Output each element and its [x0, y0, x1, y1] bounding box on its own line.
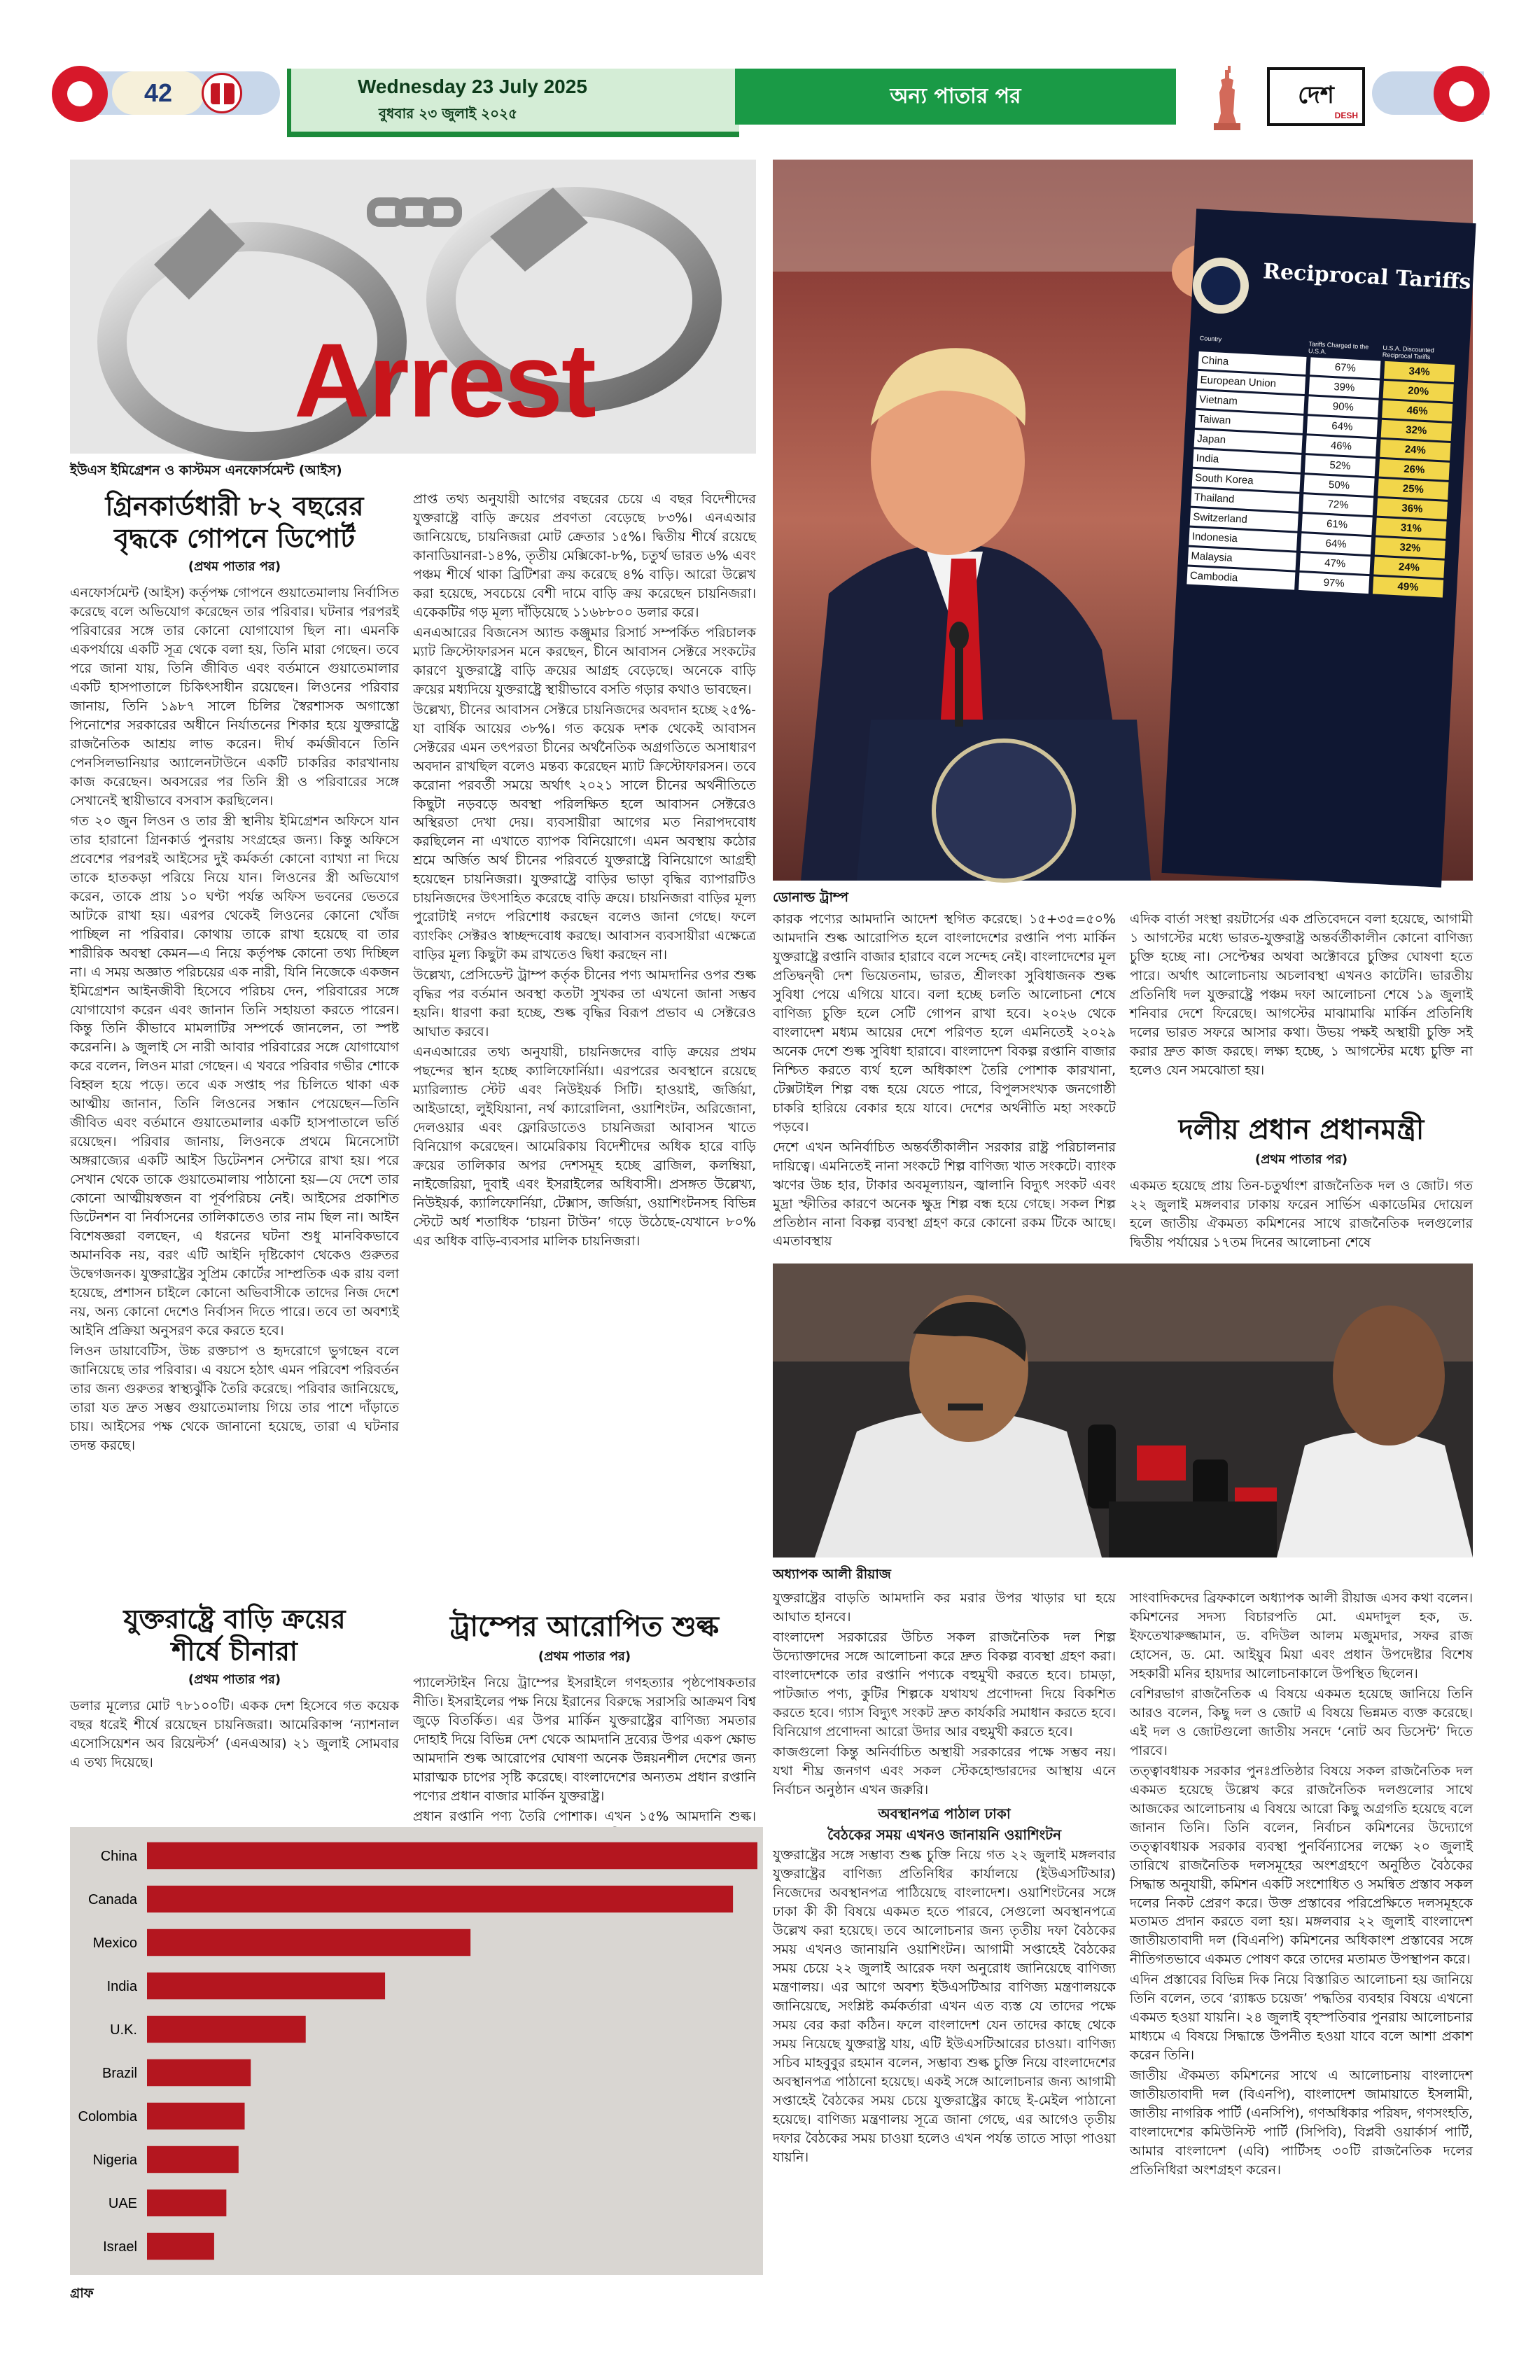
category-label: UAE	[108, 2196, 137, 2211]
tariff-paragraph: দেশে এখন অনির্বাচিত অন্তর্বর্তীকালীন সরকার রাষ্ট্র পরিচালনার দায়িত্বে। এমনিতেই নানা সংকটে শিল্প বাণিজ্য খাত সংকটে। ব্যাংক ঋণের উচ্চ হার, টাকার অবমূল্যায়ন, জ্বালানি বিদ্যুৎ সংকট এবং মুদ্রা স্ফীতির কারণে অনেক ক্ষুদ্র শিল্প বন্ধ হয়ে গেছে। সকল শিল্প প্রতিষ্ঠান নানা বিকল্প ব্যবস্থা গ্রহণ করে কোনো রকম টিকে আছে। এমতাবস্থায়	[773, 1139, 1116, 1250]
pm-headline: দলীয় প্রধান প্রধানমন্ত্রী	[1178, 1113, 1424, 1146]
tariff-reciprocal: 20%	[1383, 381, 1454, 402]
page-number-badge	[112, 71, 204, 115]
tariff-reciprocal: 49%	[1373, 576, 1443, 597]
chinese-intro	[70, 1697, 399, 1772]
date-bangla: বুধবার ২৩ জুলাই ২০২৫	[379, 105, 518, 122]
trump-caption: ডোনাল্ড ট্রাম্প	[773, 890, 849, 905]
pm-paragraph: জাতীয় ঐকমত্য কমিশনের সাথে এ আলোচনায় বাংলাদেশ জাতীয়তাবাদী দল (বিএনপি), বাংলাদেশ জামায়াতে ইসলামী, জাতীয় নাগরিক পার্টি (এনসিপি), গণঅধিকার পরিষদ, গণসংহতি, বাংলাদেশের কমিউনিস্ট পার্টি (সিপিবি), বিপ্লবী ওয়ার্কার্স পার্টি, আমার বাংলাদেশ (এবি) পার্টিসহ ৩০টি রাজনৈতিক দলের প্রতিনিধিরা অংশগ্রহণ করেন।	[1130, 2068, 1473, 2178]
trump-photo	[773, 160, 1473, 881]
pm-paragraph: এদিন প্রস্তাবের বিভিন্ন দিক নিয়ে বিস্তারিত আলোচনা হয় জানিয়ে তিনি বলেন, তবে ‘র‍্যাঙ্কড চয়েজ’ পদ্ধতির ব্যবহার বিষয়ে এখনো একমত হওয়া যায়নি। ২৪ জুলাই বৃহস্পতিবার পুনরায় আলোচনার মাধ্যমে এ বিষয়ে সিদ্ধান্তে উপনীত হওয়া যাবে বলে আশা প্রকাশ করেন তিনি।	[1130, 1972, 1473, 2064]
arrest-photo	[70, 160, 756, 454]
masthead	[0, 0, 1540, 130]
category-label: Israel	[103, 2239, 137, 2255]
tariff-reciprocal: 46%	[1382, 400, 1452, 421]
date-block	[287, 69, 739, 137]
tariff-charged: 39%	[1309, 377, 1380, 398]
chinese-paragraph: এনএআরের তথ্য অনুযায়ী, চায়নিজদের বাড়ি ক্রয়ের প্রথম পছন্দের স্থান হচ্ছে ক্যালিফোর্নিয়া। এরপরের অবস্থানে রয়েছে ম্যারিল্যান্ড স্টেট এবং নিউইয়র্ক সিটি। হাওয়াই, জর্জিয়া, আইডাহো, লুইযিয়ানা, নর্থ ক্যারোলিনা, ওয়াশিংটন, অরিজোনা, দেলওয়ার এবং ফ্লোরিডাতেও চায়নিজরা আবাসন খাতে বিনিয়োগ করেছেন। আমেরিকায় বিদেশীদের অধিক হারে বাড়ি ক্রয়ের তালিকার অপর দেশসমূহ হচ্ছে ব্রাজিল, কলম্বিয়া, নাইজেরিয়া, দুবাই এবং ইসরাইলের অধিবাসী। প্রসঙ্গত উল্লেখ্য, নিউইয়র্ক, ক্যালিফোর্নিয়া, টেক্সাস, জর্জিয়া, ওয়াশিংটনসহ বিভিন্ন স্টেটে অর্ধ শতাধিক ‘চায়না টাউন’ গড়ে উঠেছে-যেখানে ৮০% এর অধিক বাড়ি-ব্যবসার মালিক চায়নিজরা।	[413, 1044, 756, 1249]
tariff-country: China	[1198, 351, 1306, 374]
bar-uae	[147, 2190, 226, 2216]
tariff-reciprocal: 25%	[1378, 479, 1448, 500]
chinese-paragraph: প্রাপ্ত তথ্য অনুযায়ী আগের বছরের চেয়ে এ বছর বিদেশীদের যুক্তরাষ্ট্রে বাড়ি ক্রয়ের প্রবণতা বেড়েছে ৮৩%। এনএআর জানিয়েছে, চায়নিজরা মোট ক্রেতার ১৫%। দ্বিতীয় শীর্ষে রয়েছে কানাডিয়ানরা-১৪%, তৃতীয় মেক্সিকো-৮%, চতুর্থ ভারত ৬% এবং পঞ্চম শীর্ষে থাকা ব্রিটিশরা ক্রয় করেছে ৪% বাড়ি। আরো উল্লেখ করা হয়েছে, সবচেয়ে বেশী দামে বাড়ি ক্রয় করেছেন চায়নিজরা। একেকটির গড় মূল্য দাঁড়িয়েছে ১১৬৮৮০০ ডলার করে।	[413, 491, 756, 620]
tariff-country: Malaysia	[1188, 547, 1296, 570]
chinese-paragraph: এনএআরের বিজনেস অ্যান্ড কঞ্জুমার রিসার্চ সম্পর্কিত পরিচালক ম্যাট ক্রিস্টোফারসন মনে করছেন, চীনে আবাসন সেক্টরে সংকটের কারণে যুক্তরাষ্ট্রে বাড়ি ক্রয়ের আগ্রহ বেড়েছে। অনেকে বাড়ি ক্রয়ের মধ্যদিয়ে যুক্তরাষ্ট্রে স্থায়ীভাবে বসতি গড়ার কথাও ভাবছেন।	[413, 624, 756, 697]
tariff-country: Vietnam	[1196, 391, 1305, 414]
section-band	[735, 69, 1176, 125]
bar-brazil	[147, 2059, 251, 2086]
chinese-headline-line1: যুক্তরাষ্ট্রে বাড়ি ক্রয়ের	[123, 1603, 346, 1634]
pm-paragraph: বেশিরভাগ রাজনৈতিক এ বিষয়ে একমত হয়েছে জানিয়ে তিনি আরও বলেন, কিছু দল ও জোট এ বিষয়ে ভিন্নমত ব্যক্ত করেছে। এই দল ও জোটগুলো জাতীয় সনদে ‘নোট অব ডিসেন্ট’ দিতে পারবে।	[1130, 1686, 1473, 1758]
tariff-charged: 97%	[1298, 573, 1369, 594]
tariff-charged: 90%	[1308, 396, 1378, 417]
tariff-country: Switzerland	[1190, 508, 1298, 531]
bar-mexico	[147, 1929, 470, 1956]
tariff-charged: 64%	[1301, 533, 1371, 554]
chart-caption: গ্রাফ	[70, 2286, 94, 2301]
tariff-reciprocal: 34%	[1384, 361, 1455, 382]
chinese-continued: (প্রথম পাতার পর)	[188, 1672, 281, 1688]
riaz-caption: অধ্যাপক আলী রীয়াজ	[773, 1567, 891, 1582]
masthead-target-icon-right	[1434, 66, 1490, 122]
story-chinese-head	[70, 1603, 399, 1813]
category-label: Canada	[88, 1892, 137, 1907]
greencard-continued: (প্রথম পাতার পর)	[188, 559, 281, 575]
tariff-charged: 72%	[1303, 494, 1373, 515]
category-label: U.K.	[110, 2022, 137, 2038]
tariff-charged: 67%	[1310, 357, 1380, 378]
category-label: Brazil	[102, 2066, 137, 2081]
bar-israel	[147, 2233, 214, 2260]
tariff-continued: (প্রথম পাতার পর)	[538, 1649, 631, 1664]
bar-canada	[147, 1886, 733, 1912]
tariff-paragraph: যুক্তরাষ্ট্রের বাড়তি আমদানি কর মরার উপর খাড়ার ঘা হয়ে আঘাত হানবে।	[773, 1590, 1116, 1625]
category-label: India	[106, 1979, 137, 1994]
brand-logo	[1267, 67, 1365, 126]
tariff-charged: 52%	[1305, 455, 1376, 476]
brand-name: দেশ	[1298, 80, 1334, 109]
bar-india	[147, 1973, 385, 1999]
tariff-paragraph: যুক্তরাষ্ট্রের সঙ্গে সম্ভাব্য শুল্ক চুক্তি নিয়ে গত ২২ জুলাই মঙ্গলবার যুক্তরাষ্ট্রের বাণিজ্য প্রতিনিধির কার্যালয়ে (ইউএসটিআর) নিজেদের অবস্থানপত্র পাঠিয়েছে বাংলাদেশ। ওয়াশিংটনের সঙ্গে ঢাকা কী কী বিষয়ে একমত হতে পারবে, সেগুলো অবস্থানপত্রে উল্লেখ করা হয়েছে। তবে আলোচনার জন্য তৃতীয় দফা বৈঠকের সময় এখনও জানায়নি ওয়াশিংটন। আগামী সপ্তাহেই বৈঠকের সময় চেয়ে ২২ জুলাই আরেক দফা অনুরোধ জানিয়েছে বাণিজ্য মন্ত্রণালয়। এর আগে অবশ্য ইউএসটিআর বাণিজ্য মন্ত্রণালয়কে জানিয়েছে, সংশ্লিষ্ট কর্মকর্তারা এখন এত ব্যস্ত যে তাদের পক্ষে সময় বের করা কঠিন। ফলে বাংলাদেশ যেন তাদের কাছে থেকে সময় নিয়েছে যুক্তরাষ্ট্র যায়, এটি ইউএসটিআরের চাওয়া। বাণিজ্য সচিব মাহবুবুর রহমান বলেন, সম্ভাব্য শুল্ক চুক্তি নিয়ে বাংলাদেশের অবস্থানপত্র পাঠানো হয়েছে। একই সঙ্গে আলোচনার জন্য আগামী সপ্তাহেই বৈঠকের সময় চেয়ে যুক্তরাষ্ট্রের কাছে ই-মেইল পাঠানো হয়েছে। বাণিজ্য মন্ত্রণালয় সূত্রে জানা গেছে, এর আগেও তৃতীয় দফার বৈঠকের সময় চাওয়া হলেও এখন পর্যন্ত তাতে সাড়া পাওয়া যায়নি।	[773, 1847, 1116, 2165]
riaz-photo	[773, 1264, 1473, 1558]
greencard-paragraph: এনফোর্সমেন্ট (আইস) কর্তৃপক্ষ গোপনে গুয়াতেমালায় নির্বাসিত করেছে বলে অভিযোগ করেছেন তার পরিবার। ঘটনার পরপরই পরিবারের সঙ্গে তার কোনো যোগাযোগ ছিল না। এমনকি একপর্যায়ে একটি সূত্র থেকে বলা হয়, তিনি মারা গেছেন। তবে পরে জানা যায়, তিনি জীবিত এবং বর্তমানে গুয়াতেমালার একটি হাসপাতালে চিকিৎসাধীন রয়েছেন। লিওনের পরিবার জানায়, তিনি ১৯৮৭ সালে চিলির স্বৈরশাসক অগাস্তো পিনোশের সরকারের অধীনে নির্যাতনের শিকার হয়ে যুক্তরাষ্ট্রে রাজনৈতিক আশ্রয় লাভ করেন। দীর্ঘ কর্মজীবনে তিনি পেনসিলভানিয়ার অ্যালেনটাউনে একটি চাকরির কারখানায় কাজ করেছেন। অবসরের পর তিনি স্ত্রী ও পরিবারের সঙ্গে সেখানেই স্থায়ীভাবে বসবাস করছিলেন।	[70, 585, 399, 808]
chinese-paragraph: উল্লেখ্য, চীনের আবাসন সেক্টরে চায়নিজদের অবদান হচ্ছে ২৫%-যা বার্ষিক আয়ের ৩৮%। গত কয়েক দশক থেকেই আবাসন সেক্টরের এমন তৎপরতা চীনের অর্থনৈতিক অগ্রগতিতে অসাধারণ অবদান রাখছিল বলেও মন্তব্য করেছেন ম্যাট ক্রিস্টোফারসন। তবে করোনা পরবর্তী সময়ে অর্থাৎ ২০২১ সালে চীনের অর্থনীতিতে কিছুটা নড়বড়ে অবস্থা পরিলক্ষিত হলে আবাসন সেক্টরেও অস্থিরতা দেখা দেয়। ব্যবসায়ীরা আগের মত নিরাপদবোধ করছিলেন না এখাতে ব্যাপক বিনিয়োগে। এমন অবস্থায় কঠোর শ্রমে অর্জিত অর্থ চীনের পরিবর্তে যুক্তরাষ্ট্রে বিনিয়োগে আগ্রহী হয়েছেন চায়নিজরা। যুক্তরাষ্ট্রে বাড়ির ভাড়া বৃদ্ধির ব্যাপারটিও চায়নিজদের উৎসাহিত করেছে বাড়ি ক্রয়ে। চায়নিজরা বাড়ির মূল্য পুরোটাই নগদে পরিশোধ করছেন বলেও জানা গেছে। ফলে ব্যাংকিং সেক্টরও স্বাচ্ছন্দবোধ করছে। আবাসন ব্যবসায়ীরা এক্ষেত্রে বাড়ির মূল্য কিছুটা কম রাখতেও দ্বিধা করছেন না।	[413, 701, 756, 963]
pm-paragraph: সাংবাদিকদের ব্রিফকালে অধ্যাপক আলী রীয়াজ এসব কথা বলেন। কমিশনের সদস্য বিচারপতি মো. এমদাদুল হক, ড. ইফতেখারুজ্জামান, ড. বদিউল আলম মজুমদার, সফর রাজ হোসেন, ড. মো. আইয়ুব মিয়া এবং প্রধান উপদেষ্টার বিশেষ সহকারী মনির হায়দার আলোচনাকালে উপস্থিত ছিলেন।	[1130, 1590, 1473, 1681]
tariff-country: Taiwan	[1195, 410, 1303, 433]
pm-paragraph: একমত হয়েছে প্রায় তিন-চতুর্থাংশ রাজনৈতিক দল ও জোট। গত ২২ জুলাই মঙ্গলবার ঢাকায় ফরেন সার্ভিস একাডেমির দোয়েল হলে জাতীয় ঐকমত্য কমিশনের সাথে রাজনৈতিক দলগুলোর দ্বিতীয় পর্যায়ের ১৭তম দিনের আলোচনা শেষে	[1130, 1178, 1473, 1250]
tariff-charged: 47%	[1300, 553, 1371, 574]
tariff-reciprocal: 32%	[1375, 538, 1446, 559]
tariff-paragraph: প্রধান রপ্তানি পণ্য তৈরি পোশাক। এখন ১৫% আমদানি শুল্ক।	[413, 1808, 756, 1824]
tariff-country: India	[1193, 449, 1301, 472]
date-english: Wednesday 23 July 2025	[358, 76, 587, 97]
chinese-headline-line2: শীর্ষে চীনারা	[172, 1634, 298, 1667]
press-briefing-image	[773, 1264, 1473, 1558]
tariff-reciprocal: 31%	[1376, 518, 1446, 539]
sign-title: Reciprocal Tariffs	[1262, 259, 1472, 295]
tariff-table-header-cell: Tariffs Charged to the U.S.A.	[1308, 340, 1369, 356]
tariff-charged: 50%	[1303, 475, 1374, 496]
chinese-paragraph: ডলার মূল্যের মোট ৭৮১০০টি। একক দেশ হিসেবে গত কয়েক বছর ধরেই শীর্ষে রয়েছেন চায়নিজরা। আমেরিকান্স ‘ন্যাশনাল এসোসিয়েশন অব রিয়েল্টর্স’ (এনএআর) ২১ জুলাই সোমবার এ তথ্য দিয়েছে।	[70, 1698, 399, 1771]
greencard-headline-line1: গ্রিনকার্ডধারী ৮২ বছরের	[105, 490, 364, 522]
greencard-headline-line2: বৃদ্ধকে গোপনে ডিপোর্ট	[113, 522, 356, 554]
chinese-paragraph: উল্লেখ্য, প্রেসিডেন্ট ট্রাম্প কর্তৃক চীনের পণ্য আমদানির ওপর শুল্ক বৃদ্ধির পর বর্তমান অবস্থা কতটা সুখকর তা এখনো জানা সম্ভব হয়নি। ধারণা করা হচ্ছে, শুল্ক বৃদ্ধির বিরূপ প্রভাব এ সেক্টরেও আঘাত করবে।	[413, 967, 756, 1040]
tariff-country: South Korea	[1192, 469, 1301, 492]
tariff-reciprocal: 32%	[1381, 420, 1452, 441]
bar-colombia	[147, 2103, 245, 2129]
tariff-reciprocal: 36%	[1377, 498, 1448, 519]
tariff-charged: 61%	[1301, 514, 1372, 535]
story-tariff-bottom	[773, 1589, 1116, 2359]
category-label: China	[100, 1849, 137, 1864]
tariff-paragraph: কাজগুলো কিন্তু অনির্বাচিত অস্থায়ী সরকারের পক্ষে সম্ভব নয়। যথা শীঘ্র জনগণ এবং সকল স্টেকহোল্ডারদের আস্থায় এনে নির্বাচন অনুষ্ঠান এখন জরুরি।	[773, 1744, 1116, 1798]
tariff-charged: 64%	[1307, 416, 1378, 437]
tariff-country: Cambodia	[1186, 567, 1295, 590]
brand-sub: DESH	[1334, 111, 1358, 120]
bar-chart-svg	[70, 1827, 763, 2275]
tariff-reciprocal: 24%	[1380, 440, 1450, 461]
tariff-country: Indonesia	[1189, 528, 1297, 551]
tariff-reciprocal: 26%	[1379, 459, 1450, 480]
story-greencard	[70, 490, 399, 1582]
tariff-table	[1186, 335, 1458, 600]
tariff-country: Thailand	[1191, 489, 1299, 512]
masthead-target-icon	[52, 66, 108, 122]
bar-uk	[147, 2016, 306, 2043]
bar-china	[147, 1842, 757, 1869]
tariff-country: European Union	[1197, 371, 1306, 394]
arrest-word: Arrest	[294, 321, 595, 439]
category-label: Nigeria	[92, 2152, 137, 2168]
story-tariff-head	[413, 1610, 756, 1824]
tariff-paragraph: বাংলাদেশ সরকারের উচিত সকল রাজনৈতিক দল শিল্প উদ্যোক্তাদের সঙ্গে আলোচনা করে দ্রুত বিকল্প ব্যবস্থা গ্রহণ করা। বাংলাদেশকে তার রপ্তানি পণ্যকে বহুমুখী করতে হবে। চামড়া, পাটজাত পণ্য, কুটির শিল্পকে যথাযথ প্রণোদনা দিয়ে বিকশিত করতে হবে। গ্যাস বিদ্যুৎ সংকট দ্রুত কার্যকরি সমাধান করতে হবে। বিনিয়োগ প্রণোদনা আরো উদার আর বহুমুখী করতে হবে।	[773, 1629, 1116, 1740]
home-buyers-bar-chart	[70, 1827, 763, 2275]
tariff-paragraph: এদিক বার্তা সংস্থা রয়টার্সের এক প্রতিবেদনে বলা হয়েছে, আগামী ১ আগস্টের মধ্যে ভারত-যুক্তরাষ্ট্র অন্তর্বর্তীকালীন কোনো বাণিজ্য চুক্তি হচ্ছে না। সেপ্টেম্বর অথবা অক্টোবরে চুক্তির ঘোষণা হতে পারে। অর্থাৎ আলোচনায় অচলাবস্থা এখনও কাটেনি। ভারতীয় প্রতিনিধি দল যুক্তরাষ্ট্রে পঞ্চম দফা আলোচনা শেষে ১৯ জুলাই শনিবার দেশে ফিরেছে। আগস্টের মাঝামাঝি মার্কিন প্রতিনিধি দলের ভারত সফরে আসার কথা। উভয় পক্ষই অস্থায়ী চুক্তি সই করার দ্রুত কাজ করছে। লক্ষ্য হচ্ছে, ১ আগস্টের মধ্যে চুক্তি না হলেও যেন সমঝোতা হয়।	[1130, 911, 1473, 1078]
tariff-paragraph: প্যালেস্টাইন নিয়ে ট্রাম্পের ইসরাইলে গণহত্যার পৃষ্ঠপোষকতার নীতি। ইসরাইলের পক্ষ নিয়ে ইরানের বিরুদ্ধে সরাসরি আক্রমণ বিশ্ব জুড়ে বিতর্কিত। এর উপর মার্কিন যুক্তরাষ্ট্রের বাণিজ্য সমতার দোহাই দিয়ে বিভিন্ন দেশ থেকে আমদানি দ্রব্যের উপর একপ ক্ষোভ আমদানি শুল্ক আরোপের ঘোষণা অনেক উন্নয়নশীল দেশের জন্য মারাত্মক চাপের সৃষ্টি করেছে। বাংলাদেশের অন্যতম প্রধান রপ্তানি পণ্যের প্রধান বাজার মার্কিন যুক্তরাষ্ট্র।	[413, 1675, 756, 1804]
story-tariff-col4	[1130, 910, 1473, 1102]
greencard-body	[70, 584, 399, 1455]
pm-paragraph: তত্ত্বাবধায়ক সরকার পুনঃপ্রতিষ্ঠার বিষয়ে সকল রাজনৈতিক দল একমত হয়েছে উল্লেখ করে রাজনৈতিক দলগুলোর সাথে আজকের আলোচনায় এ বিষয়ে আরো কিছু অগ্রগতি হয়েছে বলে জানান তিনি। তিনি বলেন, নির্বাচন কমিশনের উদ্যোগে তত্ত্বাবধায়ক সরকার ব্যবস্থা পুনর্বিন্যাসের লক্ষ্যে ২০ জুলাই তারিখে রাজনৈতিক দলসমূহের অংশগ্রহণে অনুষ্ঠিত বৈঠকের সিদ্ধান্ত অনুযায়ী, কমিশন একটি সংশোধিত ও সমন্বিত প্রস্তাব সকল দলের নিকট প্রেরণ করে। উক্ত প্রস্তাবের পরিপ্রেক্ষিতে দলসমূহকে মতামত প্রদান করতে বলা হয়। মঙ্গলবার ২২ জুলাই বাংলাদেশ জাতীয়তাবাদী দল (বিএনপি) কমিশনের অধিকাংশ প্রস্তাবের সঙ্গে নীতিগতভাবে একমত পোষণ করে তাদের মতামত উপস্থাপন করে।	[1130, 1763, 1473, 1968]
bar-nigeria	[147, 2146, 239, 2173]
greencard-paragraph: লিওন ডায়াবেটিস, উচ্চ রক্তচাপ ও হৃদরোগে ভুগছেন বলে জানিয়েছে তার পরিবার। এ বয়সে হঠাৎ এমন পরিবেশ পরিবর্তন তার জন্য গুরুতর স্বাস্থ্যঝুঁকি তৈরি করেছে। পরিবার জানিয়েছে, তারা যত দ্রুত সম্ভব গুয়াতেমালায় গিয়ে তার পাশে দাঁড়াতে চায়। আইসের পক্ষ থেকে জানানো হয়েছে, তারা এ ঘটনার তদন্ত করছে।	[70, 1343, 399, 1453]
tariff-reciprocal: 24%	[1373, 557, 1444, 578]
pm-continued: (প্রথম পাতার পর)	[1254, 1152, 1348, 1167]
newspaper-logo-icon	[202, 73, 242, 113]
page-number: 42	[144, 78, 173, 107]
tariff-headline: ট্রাম্পের আরোপিত শুল্ক	[450, 1610, 719, 1643]
tariff-paragraph: কারক পণ্যের আমদানি আদেশ স্থগিত করেছে। ১৫+৩৫=৫০% আমদানি শুল্ক আরোপিত হলে বাংলাদেশের রপ্তানি পণ্য মার্কিন যুক্তরাষ্ট্রে রপ্তানি বাজার হারাবে বলে সন্দেহ নেই। বাংলাদেশের মূল প্রতিদ্বন্দ্বী দেশ ভিয়েতনাম, ভারত, শ্রীলংকা সুবিধাজনক শুল্ক সুবিধা পেয়ে এগিয়ে যাবে। বলা হচ্ছে চলতি আলোচনা শেষে বাণিজ্য চুক্তি হলে সেটি গোপন রাখা হবে। ২০২৬ থেকে বাংলাদেশ মধ্যম আয়ের দেশে পরিণত হলে এমনিতেই ২০২৯ অনেক দেশে শুল্ক সুবিধা হারাবে। বাংলাদেশ বিকল্প রপ্তানি বাজার নিশ্চিত করতে ব্যর্থ হলে অধিকাংশ তৈরি পোশাক কারখানা, টেক্সটাইল শিল্প বন্ধ হয়ে যেতে পারে, বিপুলসংখ্যক জনগোষ্ঠী চাকরি হারিয়ে বেকার হয়ে যাবে। দেশের অর্থনীতি মহা সংকটে পড়বে।	[773, 911, 1116, 1135]
arrest-caption: ইউএস ইমিগ্রেশন ও কাস্টমস এনফোর্সমেন্ট (আইস)	[70, 463, 342, 478]
tariff-table-header-cell: U.S.A. Discounted Reciprocal Tariffs	[1382, 344, 1435, 361]
tariff-charged: 46%	[1306, 435, 1376, 456]
tariff-subhead: অবস্থানপত্র পাঠাল ঢাকা	[878, 1805, 1011, 1822]
category-label: Colombia	[78, 2109, 137, 2124]
greencard-paragraph: গত ২০ জুন লিওন ও তার স্ত্রী স্থানীয় ইমিগ্রেশন অফিসে যান তার হারানো গ্রিনকার্ড পুনরায় সংগ্রহের জন্য। কিন্তু অফিসে প্রবেশের পরপরই আইসের দুই কর্মকর্তা কোনো ব্যাখ্যা না দিয়ে তাকে হাতকড়া পরিয়ে নিয়ে যান। লিওনের স্ত্রী অভিযোগ করেন, তাকে প্রায় ১০ ঘণ্টা পর্যন্ত অফিস ভবনের ভেতরে আটকে রাখা হয়। এরপর থেকেই লিওনের কোনো খোঁজ পাচ্ছিল না পরিবার। কোথায় তাকে রাখা হয়েছে বা তার শারীরিক অবস্থা কেমন—এ নিয়ে কর্তৃপক্ষ কোনো তথ্য দিচ্ছিল না। এ সময় অজ্ঞাত পরিচয়ের এক নারী, যিনি নিজেকে একজন ইমিগ্রেশন আইনজীবী হিসেবে পরিচয় দেন, পরিবারের সঙ্গে যোগাযোগ করেন এবং জানান তিনি সহায়তা করতে পারেন। কিন্তু তিনি কীভাবে মামলাটির সম্পর্কে জানলেন, তা স্পষ্ট করেননি। ৯ জুলাই সে নারী আবার পরিবারের সঙ্গে যোগাযোগ করে বলেন, লিওন মারা গেছেন। এ খবরে পরিবার গভীর শোকে বিহ্বল হয়ে পড়ে। তবে এক সপ্তাহ পর চিলিতে থাকা এক আত্মীয় জানান, তিনি লিওনের সন্ধান পেয়েছেন—তিনি জীবিত এবং বর্তমানে গুয়াতেমালার একটি হাসপাতালে ভর্তি রয়েছেন। পরিবার জানায়, লিওনকে প্রথমে মিনেসোটা অঙ্গরাজ্যের একটি আইস ডিটেনশন সেন্টারে রাখা হয়। পরে সেখান থেকে তাকে গুয়াতেমালায় পাঠানো হয়—যে দেশে তার কোনো আত্মীয়স্বজন বা পূর্বপরিচয় নেই। আইসের প্রকাশিত ডিটেনশন বা নির্বাসনের তালিকাতেও তার নাম ছিল না। আইন বিশেষজ্ঞরা বলছেন, এ ধরনের ঘটনা শুধু মানবিকভাবে অমানবিক নয়, বরং এটি আইনি দৃষ্টিকোণ থেকেও গুরুতর উদ্বেগজনক। যুক্তরাষ্ট্রের সুপ্রিম কোর্টের সাম্প্রতিক এক রায় বলা হয়েছে, প্রশাসন চাইলে কোনো অভিবাসীকে তাদের নিজ দেশে নয়, অন্য কোনো দেশেও নির্বাসন দিতে পারে। তবে তা অবশ্যই আইনি প্রক্রিয়া অনুসরণ করে করতে হবে।	[70, 813, 399, 1338]
tariff-table-header-cell: Country	[1199, 335, 1222, 343]
story-pm-bottom	[1130, 1589, 1473, 2359]
tariff-country: Japan	[1194, 430, 1303, 453]
tariff-subhead-2: বৈঠকের সময় এখনও জানায়নি ওয়াশিংটন	[827, 1826, 1062, 1844]
story-chinese-body	[413, 490, 756, 1603]
section-title: অন্য পাতার পর	[890, 83, 1021, 108]
category-label: Mexico	[92, 1935, 137, 1951]
pm-intro	[1130, 1177, 1473, 1252]
statue-of-liberty-icon	[1204, 64, 1250, 132]
